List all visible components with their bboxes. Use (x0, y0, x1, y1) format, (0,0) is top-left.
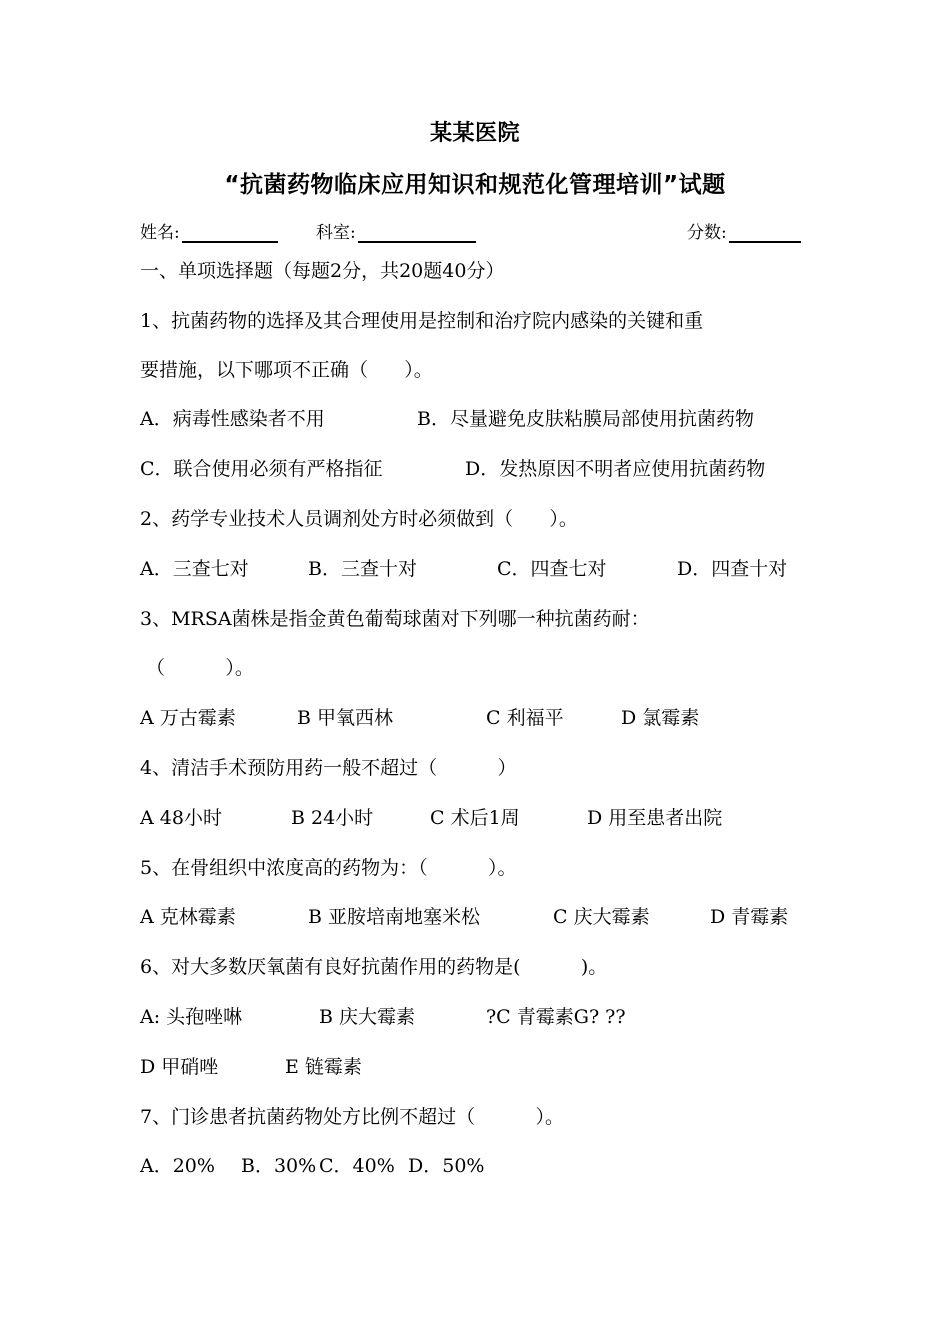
option-c[interactable]: C 术后1周 (430, 807, 520, 829)
option-c[interactable]: C 庆大霉素 (553, 906, 650, 928)
question-6-options-row-1 (140, 1004, 820, 1030)
name-blank[interactable] (182, 221, 278, 243)
question-1-options-row-2 (140, 456, 820, 482)
question-5-options (140, 904, 820, 930)
dept-blank[interactable] (358, 221, 476, 243)
option-c[interactable]: C．四查七对 (497, 558, 607, 580)
option-a[interactable]: A 克林霉素 (140, 906, 236, 928)
dept-label: 科室: (316, 223, 356, 243)
option-d[interactable]: D 用至患者出院 (587, 807, 723, 829)
question-2-options (140, 556, 820, 582)
question-1-stem-line-2: 要措施，以下哪项不正确（ ）。 (140, 359, 433, 381)
option-c[interactable]: C 利福平 (486, 707, 564, 729)
question-5-stem: 5、在骨组织中浓度高的药物为：（ ）。 (140, 857, 517, 879)
option-a[interactable]: A．20% (140, 1155, 215, 1177)
question-2-stem: 2、药学专业技术人员调剂处方时必须做到（ ）。 (140, 508, 578, 530)
option-b[interactable]: B．三查十对 (308, 558, 417, 580)
option-d[interactable]: D 甲硝唑 (140, 1056, 219, 1078)
question-1-stem-line-1: 1、抗菌药物的选择及其合理使用是控制和治疗院内感染的关键和重 (140, 310, 704, 332)
section-heading: 一、单项选择题（每题2分，共20题40分） (140, 260, 505, 282)
question-6-options-row-2 (140, 1054, 820, 1080)
option-b[interactable]: B 甲氧西林 (297, 707, 394, 729)
question-3-stem-line-1: 3、MRSA菌株是指金黄色葡萄球菌对下列哪一种抗菌药耐： (140, 608, 650, 630)
option-a[interactable]: A．病毒性感染者不用 (140, 408, 325, 430)
option-b[interactable]: B．尽量避免皮肤粘膜局部使用抗菌药物 (417, 408, 754, 430)
question-7-stem: 7、门诊患者抗菌药物处方比例不超过（ ）。 (140, 1106, 564, 1128)
question-3-stem-line-2: （ ）。 (140, 657, 254, 679)
option-b[interactable]: B 亚胺培南地塞米松 (308, 906, 481, 928)
score-blank[interactable] (729, 221, 801, 243)
dept-field[interactable] (316, 218, 476, 243)
option-b[interactable]: B 庆大霉素 (319, 1006, 416, 1028)
option-a[interactable]: A: 头孢唑啉 (140, 1006, 243, 1028)
hospital-name: 某某医院 (429, 121, 520, 146)
score-label: 分数: (687, 223, 727, 243)
option-c[interactable]: C．联合使用必须有严格指征 (140, 458, 383, 480)
question-6-stem: 6、对大多数厌氧菌有良好抗菌作用的药物是( )。 (140, 956, 608, 978)
option-c[interactable]: C．40% (319, 1155, 395, 1177)
option-a[interactable]: A．三查七对 (140, 558, 249, 580)
question-4-stem: 4、清洁手术预防用药一般不超过（ ） (140, 757, 517, 779)
option-b[interactable]: B 24小时 (291, 807, 374, 829)
question-7-options (140, 1153, 820, 1179)
option-b[interactable]: B．30% (241, 1155, 317, 1177)
name-label: 姓名: (140, 223, 180, 243)
option-e[interactable]: E 链霉素 (285, 1056, 362, 1078)
option-d[interactable]: D．发热原因不明者应使用抗菌药物 (465, 458, 766, 480)
info-fields (140, 218, 812, 248)
option-d[interactable]: D 氯霉素 (621, 707, 700, 729)
score-field[interactable] (687, 218, 801, 243)
option-c[interactable]: ?C 青霉素G? ?? (486, 1006, 626, 1028)
option-d[interactable]: D．四查十对 (677, 558, 788, 580)
option-a[interactable]: A 48小时 (140, 807, 222, 829)
exam-title: “抗菌药物临床应用知识和规范化管理培训”试题 (224, 172, 726, 198)
option-a[interactable]: A 万古霉素 (140, 707, 236, 729)
question-3-options (140, 705, 820, 731)
option-d[interactable]: D 青霉素 (710, 906, 789, 928)
question-4-options (140, 805, 820, 831)
name-field[interactable] (140, 218, 278, 243)
option-d[interactable]: D．50% (408, 1155, 485, 1177)
question-1-options-row-1 (140, 406, 820, 432)
